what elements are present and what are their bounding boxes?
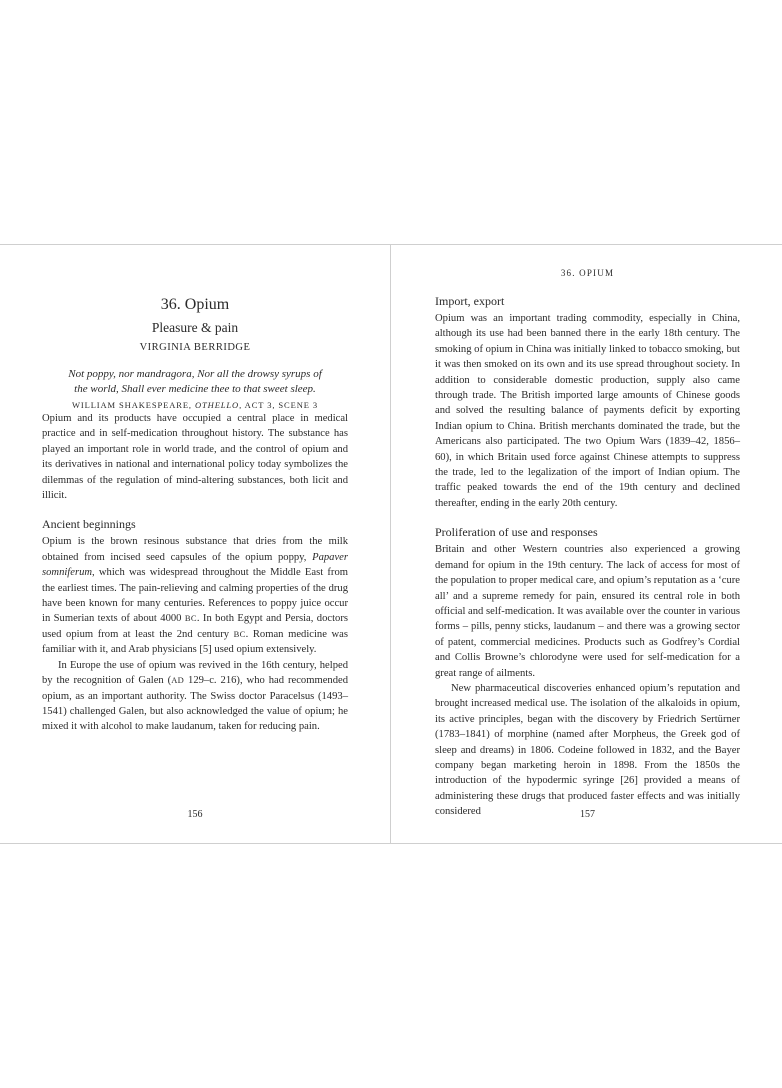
section-heading: Import, export bbox=[435, 294, 505, 308]
body-paragraph: In Europe the use of opium was revived in the 16th century, helped by the recognition of Galen (AD 129–c. 216), who had recommended opium, as an important authority. The Swiss doctor Paracelsus (1493–1541) challenged Galen, but also acknowledged the value of opium; he mixed it with alcohol to make laudanum, taken for reducing pain. bbox=[42, 659, 348, 733]
section-heading: Proliferation of use and responses bbox=[435, 525, 598, 540]
page-gutter bbox=[390, 245, 391, 843]
body-paragraph: Britain and other Western countries also experienced a growing demand for opium in the 19th century. The lack of access for most of the population to proper medical care, and opium’s reputation as a ‘cure all’ and a supreme remedy for pain, ensured its central role in both official and self-medication. It was available over the counter in various forms – pills, penny sticks, laudanum – and there was a growing sector of patent, commercial medicines. Products such as Godfrey’s Cordial and Collis Browne’s chlorodyne were used for self-medication for a great range of ailments. bbox=[435, 544, 740, 679]
body-paragraph: New pharmaceutical discoveries enhanced opium’s reputation and brought increased medical use. The isolation of the alkaloids in opium, its active principles, began with the discovery by Friedrich Sertürner (1783–1841) of morphine (named after Morpheus, the Greek god of sleep and dreams) in 1806. Codeine followed in 1832, and the Bayer company began marketing heroin in 1898. From the 1850s the introduction of the hypodermic syringe [26] provided a means of administering these drugs that produced faster effects and was initially considered bbox=[435, 682, 740, 818]
epigraph-source-location: , ACT 3, SCENE 3 bbox=[239, 400, 319, 410]
epigraph-line: the world, Shall ever medicine thee to that sweet sleep. bbox=[74, 383, 316, 395]
page-number: 157 bbox=[580, 809, 595, 820]
epigraph-source-author: WILLIAM SHAKESPEARE, bbox=[71, 400, 195, 410]
right-page bbox=[435, 245, 740, 843]
epigraph-source-work: OTHELLO bbox=[194, 400, 240, 410]
book-spread bbox=[0, 244, 782, 844]
epigraph bbox=[42, 367, 348, 397]
running-head: 36. OPIUM bbox=[560, 268, 615, 278]
page-number: 156 bbox=[187, 809, 203, 820]
body-paragraph: Opium was an important trading commodity, especially in China, although its use had been banned there in the early 18th century. The smoking of opium in China was initially linked to tobacco smoking, but it was then smoked on its own and its use spread throughout society. In addition to considerable domestic production, supply also came through trade. The British imported large amounts of Chinese goods and solved the resulting balance of payments deficit by exporting Indian opium to China. British merchants dominated the trade, but the Americans also participated. The two Opium Wars (1839–42, 1856–60), in which Britain used force against Chinese attempts to suppress the trade, led to the legalization of the import of Indian opium. The traffic peaked towards the end of the 19th century and declined thereafter, ending in the early 20th century. bbox=[435, 313, 740, 509]
section-heading: Ancient beginnings bbox=[42, 517, 136, 532]
body-paragraph: Opium is the brown resinous substance that dries from the milk obtained from incised seed capsules of the opium poppy, Papaver somniferum, which was widespread throughout the Middle East from the earliest times. The pain-relieving and calming properties of the drug have been known for many centuries. References to poppy juice occur in Sumerian texts of about 4000 BC. In both Egypt and Persia, doctors used opium from at least the 2nd century BC. Roman medicine was familiar with it, and Arab physicians [5] used opium extensively. bbox=[42, 536, 349, 656]
intro-paragraph: Opium and its products have occupied a central place in medical practice and in self-medication throughout history. The substance has played an important role in world trade, and the control of opium and its derivatives in national and international policy today symbolizes the dilemmas of the regulation of mind-altering substances, both licit and illicit. bbox=[42, 413, 348, 502]
left-page bbox=[42, 245, 348, 843]
chapter-author: VIRGINIA BERRIDGE bbox=[139, 342, 251, 353]
chapter-title: 36. Opium bbox=[160, 296, 230, 313]
epigraph-source bbox=[42, 399, 348, 411]
chapter-subtitle: Pleasure & pain bbox=[151, 320, 239, 335]
epigraph-line: Not poppy, nor mandragora, Nor all the drowsy syrups of bbox=[68, 368, 322, 380]
